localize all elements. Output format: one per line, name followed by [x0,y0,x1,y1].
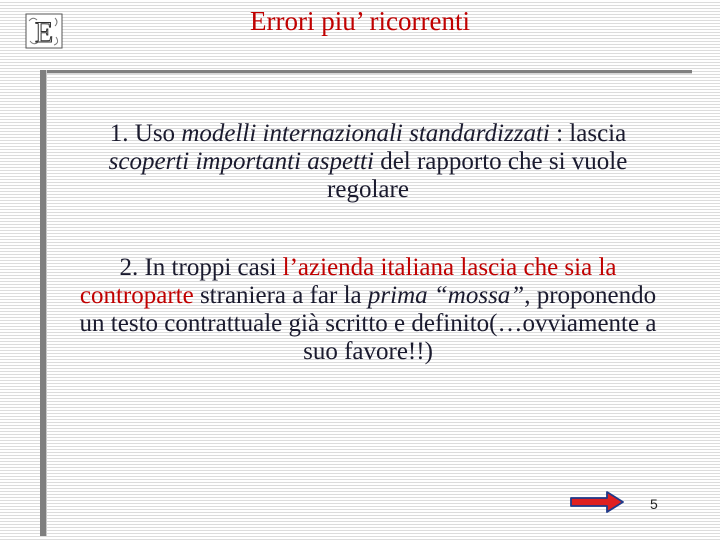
point-2-emphasis: prima “mossa” [367,282,525,309]
point-2-text-b: straniera a far la [193,282,368,309]
point-1-text-c: del rapporto che si vuole regolare [327,148,628,203]
point-1-emphasis-a: modelli internazionali standardizzati [181,120,550,147]
point-1-number: 1 [109,120,123,147]
slide-title: Errori piu’ ricorrenti [250,6,470,36]
point-2-text-a: . In troppi casi [131,254,283,281]
point-1-text-b: : lascia [549,120,627,147]
next-arrow-icon[interactable] [569,490,625,514]
point-2 [70,254,666,366]
logo-icon [25,13,63,49]
point-2-text-c: , proponendo un testo contrattuale già scritto e definito(…ovviamente a suo favore!!) [79,282,657,365]
point-1 [70,120,666,204]
point-1-text-a: . Uso [122,120,182,147]
left-rule [40,70,47,536]
top-rule [40,70,692,74]
point-2-number: 2 [119,254,132,281]
svg-text:E: E [34,16,54,49]
point-1-emphasis-b: scoperti importanti aspetti [108,148,374,175]
page-number: 5 [650,496,658,512]
point-2-highlight: l’azienda italiana lascia che sia la controparte [79,254,617,309]
